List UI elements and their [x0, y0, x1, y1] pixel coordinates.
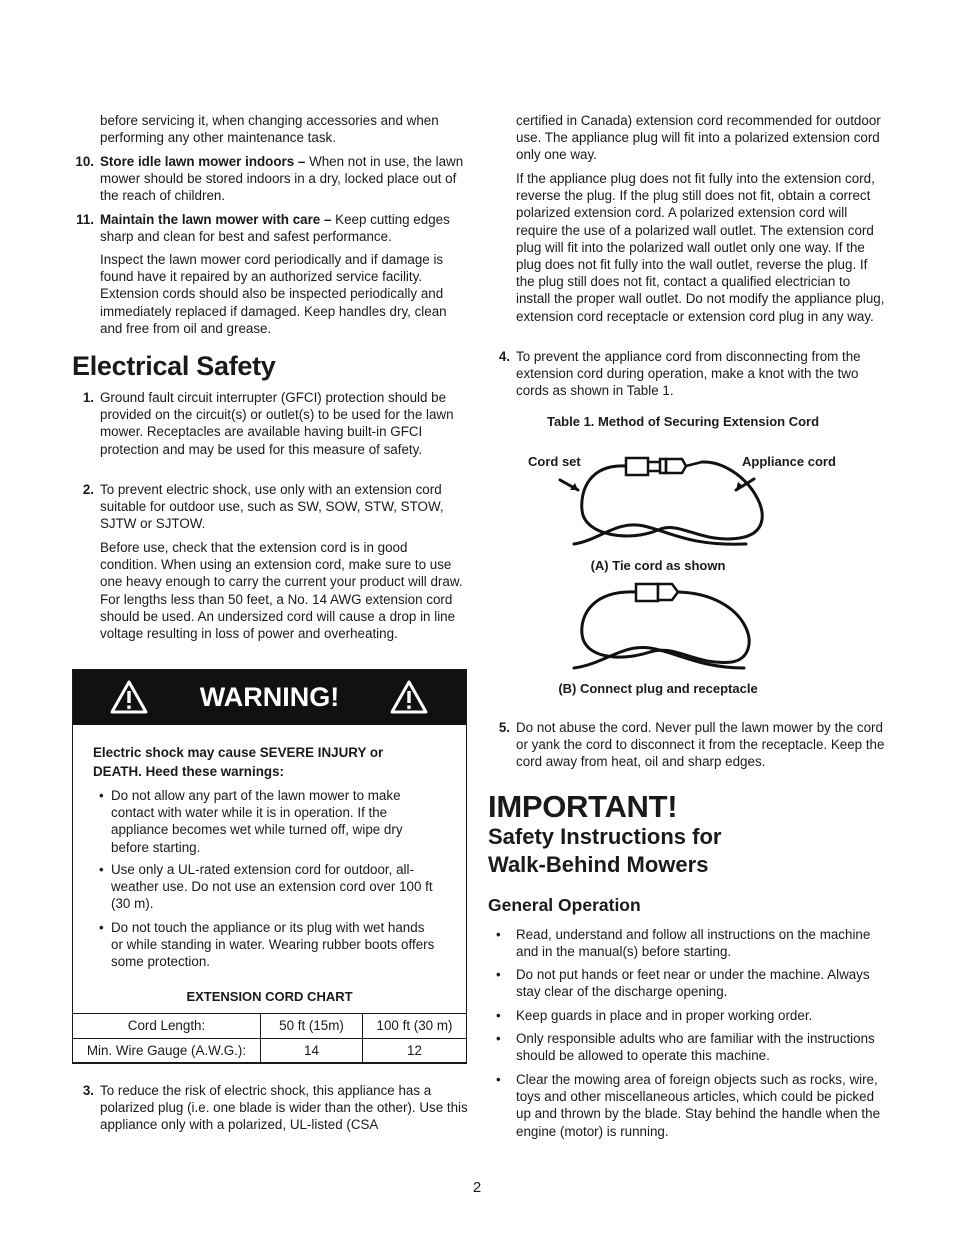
- warning-triangle-icon: [389, 679, 429, 715]
- extension-cord-chart-title: EXTENSION CORD CHART: [186, 989, 353, 1004]
- table-1-title: Table 1. Method of Securing Extension Cord: [546, 414, 820, 429]
- table-row: [73, 1039, 467, 1064]
- item-number: 11.: [76, 212, 94, 227]
- connect-plug-diagram: [560, 578, 760, 674]
- list-item-10: [72, 153, 468, 205]
- table-cell: 100 ft (30 m): [363, 1014, 467, 1039]
- safety-bullet-text: Clear the mowing area of foreign objects such as rocks, wire, toys and other miscellaneous articles, which could be picked up and thrown by the blade. Stay behind the handle when the engine (motor) is running.: [516, 1072, 881, 1139]
- tie-cord-diagram: [540, 450, 780, 560]
- table-cell: Min. Wire Gauge (A.W.G.):: [73, 1039, 261, 1064]
- item-bold: Maintain the lawn mower with care –: [100, 212, 332, 227]
- item-text: To prevent the appliance cord from disconnecting from the extension cord during operation, make a knot with the two cords as shown in Table 1.: [516, 349, 861, 399]
- item-text: Ground fault circuit interrupter (GFCI) protection should be provided on the circuit(s) or outlet(s) to be used for the lawn mower. Receptacles are available having built-in GFCI protection and may be used for this measure of safety.: [100, 390, 454, 457]
- extension-cord-chart-table: [72, 1013, 467, 1064]
- item-11-paragraph: Inspect the lawn mower cord periodically and if damage is found have it repaired by an authorized service facility. Extension cords should also be inspected periodically and immediately replaced if damaged. Keep handles dry, clean and free from oil and grease.: [100, 252, 447, 336]
- table-row: [73, 1014, 467, 1039]
- table-cell: 50 ft (15m): [261, 1014, 363, 1039]
- item-3-paragraph: If the appliance plug does not fit fully into the extension cord, reverse the plug. If the plug still does not fit, obtain a correct polarized extension cord. A polarized extension cord will require the use of a polarized wall outlet. The extension cord plug will fit into the polarized wall outlet only one way. If the plug does not fit fully into the wall outlet, reverse the plug. If the plug still does not fit, contact a qualified electrician to install the proper wall outlet. Do not modify the appliance plug, extension cord receptacle or extension cord plug in any way.: [516, 171, 885, 324]
- important-heading: IMPORTANT!: [488, 789, 678, 824]
- warning-title: WARNING!: [199, 682, 340, 712]
- warning-bullet: • Do not touch the appliance or its plug with wet hands or while standing in water. Wearing rubber boots offers some protection.: [99, 919, 439, 971]
- warning-bullet-text: Do not allow any part of the lawn mower to make contact with water while it is in operation. If the appliance becomes wet while turned off, wipe dry before starting.: [111, 788, 403, 855]
- general-operation-heading: General Operation: [488, 895, 641, 915]
- electrical-item-4: [488, 348, 886, 400]
- warning-bullet-text: Use only a UL-rated extension cord for outdoor, all-weather use. Do not use an extension cord over 100 ft (30 m).: [111, 862, 433, 912]
- item-text: To prevent electric shock, use only with an extension cord suitable for outdoor use, such as SW, SOW, STW, STOW, SJTW or SJTOW.: [100, 482, 444, 532]
- item-text: To reduce the risk of electric shock, this appliance has a polarized plug (i.e. one blade is wider than the other). Use this appliance only with a polarized, UL-listed (CSA: [100, 1083, 468, 1133]
- item-bold: Store idle lawn mower indoors –: [100, 154, 306, 169]
- item-number: 2.: [82, 482, 94, 497]
- safety-bullet: • Keep guards in place and in proper working order.: [496, 1007, 888, 1024]
- safety-bullet: • Read, understand and follow all instructions on the machine and in the manual(s) before starting.: [496, 926, 888, 960]
- warning-intro: Electric shock may cause SEVERE INJURY or DEATH. Heed these warnings:: [93, 745, 384, 779]
- item-body: Keep cutting edges sharp and clean for best and safest performance.: [100, 212, 450, 245]
- warning-bullet-text: Do not touch the appliance or its plug with wet hands or while standing in water. Wearing rubber boots offers some protection.: [111, 920, 435, 970]
- table-cell: 12: [363, 1039, 467, 1064]
- warning-box: [72, 669, 467, 1063]
- electrical-item-2: [72, 481, 468, 533]
- item-text: [100, 153, 468, 205]
- safety-bullet-text: Read, understand and follow all instructions on the machine and in the manual(s) before starting.: [516, 927, 871, 960]
- electrical-item-5: [488, 719, 886, 771]
- intro-continuation: before servicing it, when changing accessories and when performing any other maintenance task.: [100, 113, 439, 146]
- item-number: 5.: [498, 720, 510, 735]
- item-number: 1.: [82, 390, 94, 405]
- electrical-item-1: [72, 389, 468, 458]
- safety-bullet: • Do not put hands or feet near or under the machine. Always stay clear of the discharge opening.: [496, 966, 888, 1000]
- table-cell: 14: [261, 1039, 363, 1064]
- electrical-safety-heading: Electrical Safety: [72, 351, 276, 381]
- item-text: Do not abuse the cord. Never pull the lawn mower by the cord or yank the cord to disconnect it from the receptacle. Keep the cord away from heat, oil and sharp edges.: [516, 720, 885, 770]
- page-number: 2: [472, 1179, 482, 1196]
- cord-set-label: Cord set: [528, 454, 581, 469]
- safety-bullet-text: Do not put hands or feet near or under the machine. Always stay clear of the discharge opening.: [516, 967, 870, 1000]
- warning-bullet: • Do not allow any part of the lawn mower to make contact with water while it is in operation. If the appliance becomes wet while turned off, wipe dry before starting.: [99, 787, 439, 856]
- electrical-item-3: [72, 1082, 468, 1134]
- safety-bullet-text: Only responsible adults who are familiar with the instructions should be allowed to operate this machine.: [516, 1031, 875, 1064]
- item-number: 3.: [82, 1083, 94, 1098]
- safety-bullet: • Only responsible adults who are familiar with the instructions should be allowed to operate this machine.: [496, 1030, 888, 1064]
- safety-bullet-text: Keep guards in place and in proper working order.: [516, 1008, 813, 1023]
- electrical-item-2-paragraph: Before use, check that the extension cord is in good condition. When using an extension cord, make sure to use one heavy enough to carry the current your product will draw. For lengths less than 50 feet, a No. 14 AWG extension cord should be used. An undersized cord will cause a drop in line voltage resulting in loss of power and overheating.: [100, 540, 463, 642]
- table-cell: Cord Length:: [73, 1014, 261, 1039]
- safety-instructions-subtitle-line2: Walk-Behind Mowers: [488, 852, 709, 877]
- appliance-cord-label: Appliance cord: [742, 454, 836, 469]
- safety-bullet: • Clear the mowing area of foreign objects such as rocks, wire, toys and other miscellaneous articles, which could be picked up and thrown by the blade. Stay behind the handle when the engine (motor) is running.: [496, 1071, 888, 1140]
- caption-a: (A) Tie cord as shown: [590, 558, 726, 573]
- safety-instructions-subtitle-line1: Safety Instructions for: [488, 824, 722, 849]
- item-body: When not in use, the lawn mower should be stored indoors in a dry, locked place out of the reach of children.: [100, 154, 464, 204]
- warning-header: [73, 670, 466, 725]
- item-text: [100, 211, 468, 245]
- list-item-11: [72, 211, 468, 245]
- warning-bullet: • Use only a UL-rated extension cord for outdoor, all-weather use. Do not use an extension cord over 100 ft (30 m).: [99, 861, 439, 913]
- caption-b: (B) Connect plug and receptacle: [558, 681, 758, 696]
- item-number: 4.: [498, 349, 510, 364]
- item-number: 10.: [75, 154, 94, 169]
- item-3-continuation: certified in Canada) extension cord recommended for outdoor use. The appliance plug will fit into a polarized extension cord only one way.: [516, 113, 881, 163]
